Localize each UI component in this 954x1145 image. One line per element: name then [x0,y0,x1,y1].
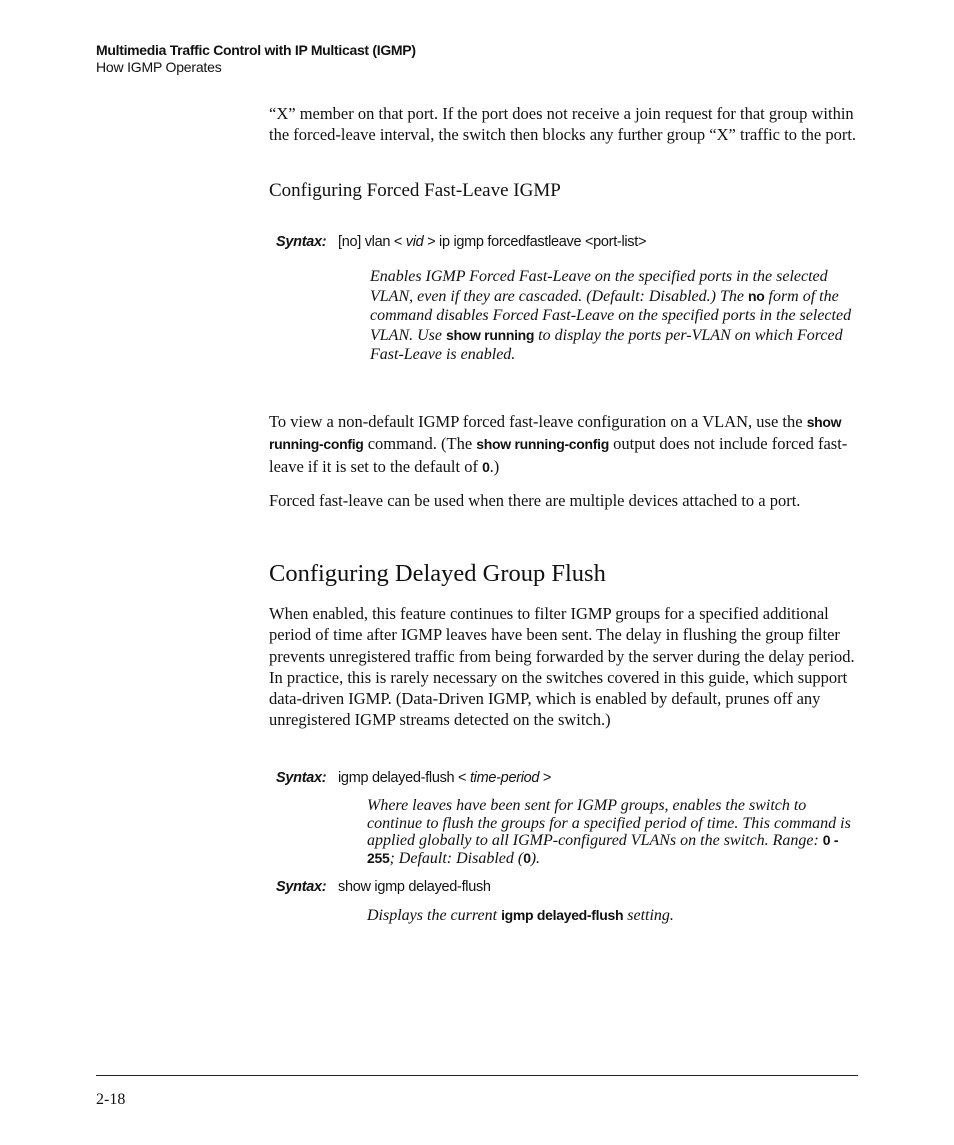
syntax-cmd-prefix: igmp delayed-flush < [338,770,467,786]
desc-delayed-flush [367,797,859,867]
desc-keyword: 0 [523,849,531,866]
desc-text: to display the ports per-VLAN on which Forced Fast-Leave is enabled. [370,326,843,364]
syntax-label: Syntax: [276,234,327,250]
desc-text: ). [530,849,541,867]
syntax-cmd-param: time-period [469,770,540,786]
desc-text: Displays the current [367,907,502,924]
heading-forced-fast-leave: Configuring Forced Fast-Leave IGMP [269,180,561,201]
desc-forcedfastleave [370,267,862,365]
desc-show-delayed-flush [367,906,859,926]
paragraph-multiple-devices: Forced fast-leave can be used when there are multiple devices attached to a port. [269,491,801,510]
paragraph-text: .) [489,456,500,476]
syntax-cmd: show igmp delayed-flush [338,879,491,895]
intro-paragraph: “X” member on that port. If the port does not receive a join request for that group within the forced-leave interval, the switch then blocks any further group “X” traffic to the port. [269,104,857,145]
syntax-delayed-flush [276,770,551,786]
paragraph-text: To view a non-default IGMP forced fast-leave configuration on a VLAN, use the [269,412,807,431]
running-header-subtitle: How IGMP Operates [96,59,222,75]
paragraph-text: output does not include forced fast-leave if it is set to the default of [269,434,848,476]
paragraph-keyword: 0 [482,458,490,475]
desc-keyword: 0 - 255 [367,832,839,866]
desc-text: setting. [623,907,674,924]
paragraph-text: command. (The [363,434,477,454]
syntax-show-delayed-flush [276,879,491,895]
desc-text: Enables IGMP Forced Fast-Leave on the specified ports in the selected VLAN, even if they are cascaded. (Default: Disabled.) The [370,268,828,305]
desc-keyword: no [747,287,765,304]
syntax-cmd-prefix: [no] vlan < [338,234,403,250]
syntax-cmd-suffix: > [542,770,552,786]
desc-keyword: show running [446,326,535,343]
paragraph-view-config [269,411,861,478]
page-number: 2-18 [96,1091,126,1108]
desc-keyword: igmp delayed-flush [501,907,624,923]
running-header-title: Multimedia Traffic Control with IP Multicast (IGMP) [96,42,416,58]
syntax-label: Syntax: [276,770,327,786]
syntax-cmd-suffix: > ip igmp forcedfastleave <port-list> [427,234,647,250]
desc-text: Where leaves have been sent for IGMP groups, enables the switch to continue to flush the groups for a specified period of time. This command is applied globally to all IGMP-configured VLANs on the switch. Range: [367,797,851,850]
syntax-forcedfastleave [276,234,646,250]
paragraph-keyword: show running-config [476,436,610,453]
paragraph-delayed-flush: When enabled, this feature continues to filter IGMP groups for a specified additional period of time after IGMP leaves have been sent. The delay in flushing the group filter prevents unregistered traffic from being forwarded by the server during the delay period. In practice, this is rarely necessary on the switches covered in this guide, which support data-driven IGMP. (Data-Driven IGMP, which is enabled by default, prunes off any unregistered IGMP streams detected on the switch.) [269,604,855,730]
heading-delayed-group-flush: Configuring Delayed Group Flush [269,560,606,587]
syntax-label: Syntax: [276,879,327,895]
footer-rule [96,1075,858,1076]
desc-text: ; Default: Disabled ( [389,849,524,867]
syntax-cmd-param: vid [405,234,424,250]
desc-text: form of the command disables Forced Fast-Leave on the specified ports in the selected VLAN. Use [370,287,852,344]
paragraph-keyword: show running-config [269,414,842,453]
